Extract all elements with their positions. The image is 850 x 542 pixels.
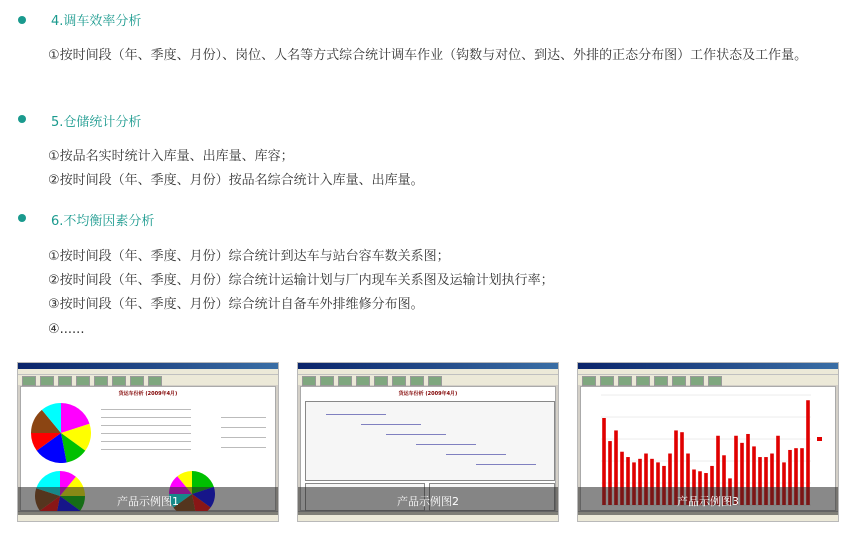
product-example-2-caption: 产品示例图2 — [298, 487, 558, 515]
window-toolbar — [18, 375, 278, 385]
window-toolbar — [298, 375, 558, 385]
section-6-paragraph-2: ②按时间段（年、季度、月份）综合统计运输计划与厂内现车关系图及运输计划执行率； — [48, 273, 554, 288]
product-example-1-thumbnail[interactable] — [17, 362, 279, 522]
section-6-paragraph-4: ④...... — [48, 322, 85, 337]
section-5-paragraph-2: ②按时间段（年、季度、月份）按品名综合统计入库量、出库量。 — [48, 173, 424, 188]
product-example-3-thumbnail[interactable] — [577, 362, 839, 522]
report-title: 货运车份析 (2009年4月) — [398, 391, 458, 397]
teal-dot-icon — [18, 214, 26, 222]
section-5-paragraph-1: ①按品名实时统计入库量、出库量、库容； — [48, 149, 294, 164]
teal-dot-icon — [18, 115, 26, 123]
pie-chart-upper — [31, 403, 91, 463]
timeline-table-upper — [305, 401, 555, 481]
product-example-1-caption: 产品示例图1 — [18, 487, 278, 515]
product-example-2-thumbnail[interactable] — [297, 362, 559, 522]
section-4-title: 4.调车效率分析 — [51, 14, 142, 29]
section-6-paragraph-3: ③按时间段（年、季度、月份）综合统计自备车外排维修分布图。 — [48, 297, 424, 312]
section-5-bullet-row — [18, 109, 26, 129]
report-title: 货运车份析 (2009年4月) — [118, 391, 178, 397]
section-6-title: 6.不均衡因素分析 — [51, 214, 155, 229]
section-6-bullet-row — [18, 208, 26, 228]
section-4-paragraph-1: ①按时间段（年、季度、月份）、岗位、人名等方式综合统计调车作业（钩数与对位、到达、外排的正态分布图）工作状态及工作量。 — [48, 48, 808, 63]
legend-swatch — [817, 437, 822, 441]
section-6-paragraph-1: ①按时间段（年、季度、月份）综合统计到达车与站台容车数关系图； — [48, 249, 450, 264]
section-5-title: 5.仓储统计分析 — [51, 115, 142, 130]
teal-dot-icon — [18, 16, 26, 24]
section-4-bullet-row — [18, 10, 26, 30]
window-toolbar — [578, 375, 838, 385]
product-example-3-caption: 产品示例图3 — [578, 487, 838, 515]
